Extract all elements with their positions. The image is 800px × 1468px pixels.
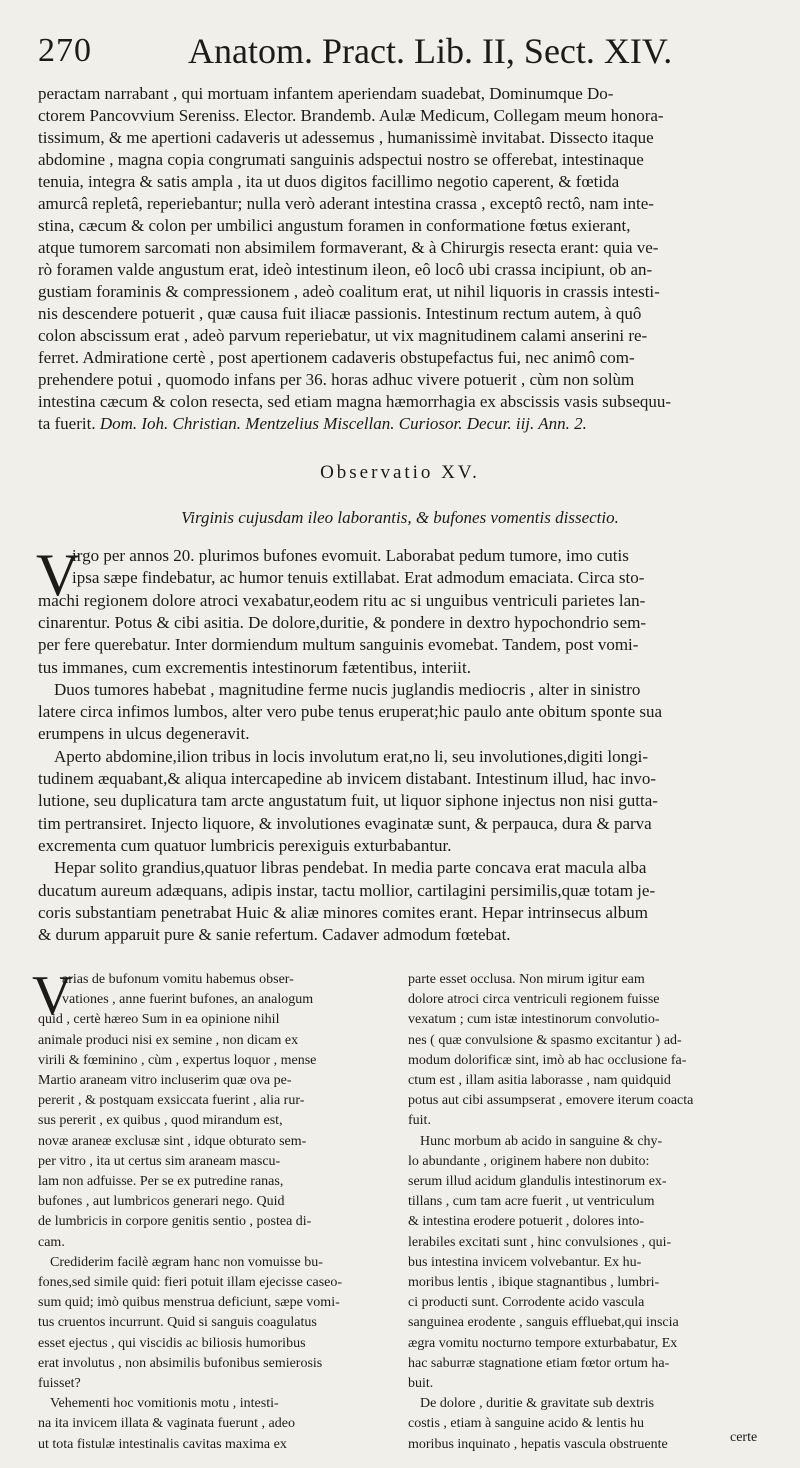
text-line: colon abscissum erat , adeò parvum reperiebatur, ut vix magnitudinem calami anserini re- xyxy=(38,326,648,345)
text-line: tudinem æquabant,& aliqua intercapedine ab invicem distabant. Intestinum illud, hac invo- xyxy=(38,769,656,788)
observation-title: Observatio XV. xyxy=(320,462,480,483)
column-line: cam. xyxy=(38,1234,65,1250)
column-line: fuit. xyxy=(408,1113,431,1129)
column-line: serum illud acidum glandulis intestinorum ex- xyxy=(408,1174,667,1189)
column-line: fones,sed simile quid: fieri potuit illam ejecisse caseo- xyxy=(38,1275,343,1290)
running-title: Anatom. Pract. Lib. II, Sect. XIV. xyxy=(188,31,673,71)
column-line: sum quid; imò quibus menstrua deficiunt, sæpe vomi- xyxy=(38,1295,340,1311)
text-line: ferret. Admiratione certè , post apertionem cadaveris obstupefactus fui, nec animô com- xyxy=(38,348,635,367)
text-line: abdomine , magna copia congrumati sanguinis adspectui nostro se offerebat, intestinaque xyxy=(38,150,644,169)
text-line: atque tumorem sarcomati non absimilem formaverant, & à Chirurgis resecta erant: quia ve- xyxy=(38,238,659,257)
column-line: de lumbricis in corpore genitis sentio , postea di- xyxy=(38,1214,312,1230)
column-line: ut tota fistulæ intestinalis cavitas maxima ex xyxy=(38,1436,287,1452)
text-line: tus immanes, cum excrementis intestinorum fætentibus, interiit. xyxy=(38,657,471,677)
text-line: cinarentur. Potus & cibi asitia. De dolore,duritie, & pondere in dextro hypochondrio sem- xyxy=(38,612,647,632)
column-line: animale produci nisi ex semine , non dicam ex xyxy=(38,1032,299,1048)
column-line: vexatum ; cum istæ intestinorum convolutio- xyxy=(408,1012,660,1028)
column-line: dolore atroci circa ventriculi regionem fuisse xyxy=(408,992,660,1008)
catchword: certe xyxy=(730,1430,758,1445)
column-line: novæ araneæ exclusæ sint , idque obturato sem- xyxy=(38,1133,307,1149)
text-line: irgo per annos 20. plurimos bufones evomuit. Laborabat pedum tumore, imo cutis xyxy=(72,546,629,565)
column-line: lo abundante , originem habere non dubito: xyxy=(408,1153,650,1169)
column-line: arias de bufonum vomitu habemus obser- xyxy=(62,972,294,987)
column-line: Hunc morbum ab acido in sanguine & chy- xyxy=(420,1133,663,1149)
column-line: Vehementi hoc vomitionis motu , intesti- xyxy=(50,1396,279,1412)
column-line: moribus lentis , ibique stagnantibus , lumbri- xyxy=(408,1275,660,1290)
text-line: Duos tumores habebat , magnitudine ferme nucis juglandis mediocris , alter in sinistro xyxy=(54,679,641,699)
text-line: lutione, seu duplicatura tam arcte angustatum fuit, ut liquor siphone injectus non nisi gutta- xyxy=(38,791,658,811)
column-line: potus aut cibi assumpserat , emovere iterum coacta xyxy=(408,1093,694,1109)
text-line: prehendere potui , quomodo infans per 36. horas adhuc vivere potuerit , cùm non solùm xyxy=(38,370,635,389)
column-line: tus cruentos incurrunt. Quid si sanguis coagulatus xyxy=(38,1315,317,1331)
column-line: & intestina erodere potuerit , dolores into- xyxy=(408,1214,644,1230)
column-line: vationes , anne fuerint bufones, an analogum xyxy=(62,992,314,1008)
text-line: tenuia, integra & satis ampla , ita ut duos digitos facillimo negotio caperent, & fœtida xyxy=(38,172,620,191)
text-line: intestina cæcum & colon resecta, sed etiam magna hæmorrhagia ex abscissis vasis subsequu- xyxy=(38,392,672,411)
column-line: buit. xyxy=(408,1376,434,1391)
column-line: bus intestina invicem volvebantur. Ex hu- xyxy=(408,1254,642,1270)
column-line: De dolore , duritie & gravitate sub dextris xyxy=(420,1396,655,1412)
text-line: tim pertransiret. Injecto liquore, & involutiones evaginatæ sunt, & perpauca, dura & parva xyxy=(38,813,652,833)
text-line: rò foramen valde angustum erat, ideò intestinum ileon, eô locô ubi crassa incipiunt, ob an- xyxy=(38,260,653,279)
column-line: lam non adfuisse. Per se ex putredine ranas, xyxy=(38,1174,284,1189)
column-line: hac saburræ stagnatione etiam fœtor ortum ha- xyxy=(408,1355,670,1371)
text-line: tissimum, & me apertioni cadaveris ut adessemus , humanissimè invitabat. Dissecto itaque xyxy=(38,128,654,147)
text-line: peractam narrabant , qui mortuam infantem aperiendam suadebat, Dominumque Do- xyxy=(38,84,614,103)
column-line: ctum est , illam asitia laborasse , nam quidquid xyxy=(408,1073,671,1088)
text-line: erumpens in ulcus degeneravit. xyxy=(38,724,250,744)
column-line: sus pererit , ex quibus , quod mirandum est, xyxy=(38,1113,283,1129)
text-line: coris substantiam penetrabat Huic & aliæ minores comites erant. Hepar intrinsecus album xyxy=(38,902,648,922)
text-line: latere circa infimos lumbos, alter vero pube tenus eruperat;hic paulo ante obitum sponte sua xyxy=(38,702,663,722)
column-line: per vitro , ita ut certus sim araneam mascu- xyxy=(38,1153,281,1169)
column-line: pererit , & postquam exsiccata fuerint , alia rur- xyxy=(38,1093,305,1109)
column-line: Crediderim facilè ægram hanc non vomuisse bu- xyxy=(50,1254,323,1270)
text-line: gustiam foraminis & compressionem , adeò coalitum erat, ut nihil liquoris in crassis intesti- xyxy=(38,282,660,301)
page-header xyxy=(38,28,778,76)
column-line: tillans , cum tam acre fuerit , ut ventriculum xyxy=(408,1194,655,1210)
observation-subtitle: Virginis cujusdam ileo laborantis, & bufones vomentis dissectio. xyxy=(181,508,619,527)
text-line: machi regionem dolore atroci vexabatur,eodem ritu ac si unguibus ventriculi parietes lan- xyxy=(38,590,646,610)
column-line: modum dolorificæ sint, imò ab hac occlusione fa- xyxy=(408,1052,687,1068)
citation-prefix: ta fuerit. xyxy=(38,414,96,433)
column-line: moribus inquinato , hepatis vascula obstruente xyxy=(408,1436,668,1452)
column-line: bufones , aut lumbricos generari nego. Quid xyxy=(38,1194,285,1210)
text-line: Aperto abdomine,ilion tribus in locis involutum erat,no li, seu involutiones,digiti longi- xyxy=(54,746,648,766)
column-line: esset ejectus , qui viscidis ac biliosis humoribus xyxy=(38,1335,306,1351)
column-line: ægra vomitu nocturno tempore exturbabatur, Ex xyxy=(408,1335,678,1351)
column-line: sanguinea erodente , sanguis effluebat,qui inscia xyxy=(408,1315,679,1331)
text-line: ctorem Pancovvium Sereniss. Elector. Brandemb. Aulæ Medicum, Collegam meum honora- xyxy=(38,106,664,125)
text-line: nis descendere potuerit , quæ causa fuit iliacæ passionis. Intestinum rectum autem, à quô xyxy=(38,304,642,323)
text-line: ipsa sæpe findebatur, ac humor tenuis extillabat. Erat admodum emaciata. Circa sto- xyxy=(72,568,645,588)
text-line: excrementa cum quatuor lumbricis perexiguis exturbabantur. xyxy=(38,835,452,855)
column-line: fuisset? xyxy=(38,1376,81,1391)
text-line: & durum apparuit pure & sanie refertum. Cadaver admodum fœtebat. xyxy=(38,925,511,945)
text-line: Hepar solito grandius,quatuor libras pendebat. In media parte concava erat macula alba xyxy=(54,858,647,878)
citation-source: Dom. Ioh. Christian. Mentzelius Miscellan. Curiosor. Decur. iij. Ann. 2. xyxy=(99,414,587,433)
text-line: ducatum aureum adæquans, adipis instar, tactu mollior, cartilagini persimilis,quæ totam je- xyxy=(38,880,656,900)
column-line: na ita invicem illata & vaginata fuerunt , adeo xyxy=(38,1416,295,1432)
page-number: 270 xyxy=(38,32,92,69)
column-line: erat involutus , non absimilis bufonibus semierosis xyxy=(38,1355,323,1371)
column-line: Martio araneam vitro incluserim quæ ova pe- xyxy=(38,1073,292,1088)
text-line: amurcâ repletâ, reperiebantur; nulla verò aderant intestina crassa , exceptô rectô, nam inte- xyxy=(38,194,654,213)
column-line: costis , etiam à sanguine acido & lentis hu xyxy=(408,1416,645,1432)
text-line: per fere querebatur. Inter dormiendum multum sanguinis evomebat. Tandem, post vomi- xyxy=(38,635,639,655)
column-line: parte esset occlusa. Non mirum igitur eam xyxy=(408,972,645,987)
column-line: nes ( quæ convulsione & spasmo excitantur ) ad- xyxy=(408,1032,682,1048)
main-drop-cap: V xyxy=(36,542,80,608)
commentary-drop-cap: V xyxy=(32,965,73,1027)
column-line: quid , certè hæreo Sum in ea opinione nihil xyxy=(38,1012,280,1028)
column-line: lerabiles excitati sunt , hinc convulsiones , qui- xyxy=(408,1234,672,1250)
column-line: virili & fœminino , cùm , expertus loquor , mense xyxy=(38,1052,317,1068)
text-line: stina, cæcum & colon per umbilici angustum foramen in conformatione fœtus exierant, xyxy=(38,216,631,235)
column-line: ci producti sunt. Corrodente acido vascula xyxy=(408,1295,645,1311)
